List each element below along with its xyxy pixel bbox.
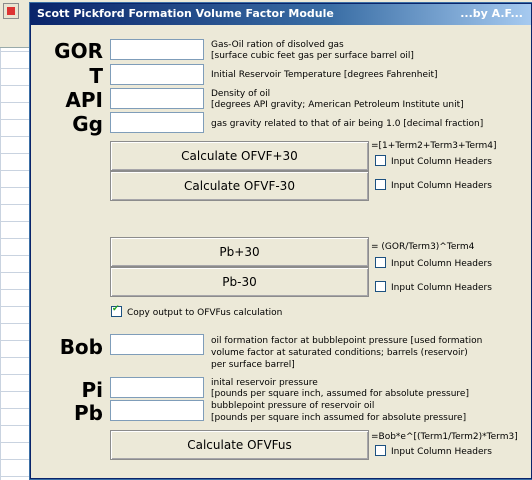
ofvfus-formula: =Bob*e^[(Term1/Term2)*Term3] xyxy=(371,432,518,442)
ofvf-minus30-headers-label: Input Column Headers xyxy=(391,181,492,191)
pb-plus30-headers-checkbox[interactable] xyxy=(375,257,386,268)
app-icon xyxy=(3,3,19,19)
ofvf-minus30-headers-checkbox-row[interactable] xyxy=(375,180,492,191)
gor-label: GOR xyxy=(54,39,103,63)
gg-label: Gg xyxy=(72,112,103,136)
bob-description-line2: volume factor at saturated conditions; barrels (reservoir) xyxy=(211,348,468,358)
dialog-content xyxy=(31,25,531,478)
ofvf-plus30-headers-checkbox-row[interactable] xyxy=(375,156,492,167)
pb-minus30-headers-label: Input Column Headers xyxy=(391,283,492,293)
pb-plus30-headers-label: Input Column Headers xyxy=(391,259,492,269)
api-description-line1: Density of oil xyxy=(211,89,271,99)
ofvf-plus30-headers-label: Input Column Headers xyxy=(391,157,492,167)
pb-description-line2: [pounds per square inch assumed for absolute pressure] xyxy=(211,413,467,423)
pi-description-line2: [pounds per square inch, assumed for absolute pressure] xyxy=(211,389,469,399)
pb-input[interactable] xyxy=(110,400,204,421)
gor-input[interactable] xyxy=(110,39,204,60)
pb-label: Pb xyxy=(74,401,103,425)
t-input[interactable] xyxy=(110,64,204,85)
pi-label: Pi xyxy=(81,378,103,402)
bob-description-line1: oil formation factor at bubblepoint pressure [used formation xyxy=(211,336,483,346)
ofvfus-headers-checkbox[interactable] xyxy=(375,445,386,456)
pb-formula: = (GOR/Term3)^Term4 xyxy=(371,242,475,252)
pb-minus30-button[interactable]: Pb-30 xyxy=(110,267,369,297)
ofvf-formula: =[1+Term2+Term3+Term4] xyxy=(371,141,497,151)
calculate-ofvfus-button[interactable]: Calculate OFVFus xyxy=(110,430,369,460)
pb-minus30-headers-checkbox-row[interactable] xyxy=(375,282,492,293)
t-description: Initial Reservoir Temperature [degrees Fahrenheit] xyxy=(211,70,438,80)
pb-minus30-headers-checkbox[interactable] xyxy=(375,281,386,292)
api-description-line2: [degrees API gravity; American Petroleum Institute unit] xyxy=(211,100,464,110)
pi-description-line1: inital reservoir pressure xyxy=(211,378,318,388)
calculate-ofvf-minus30-button[interactable]: Calculate OFVF-30 xyxy=(110,171,369,201)
gor-description-line2: [surface cubic feet gas per surface barrel oil] xyxy=(211,51,414,61)
pi-input[interactable] xyxy=(110,377,204,398)
dialog-author: ...by A.F... xyxy=(460,7,523,20)
gg-description: gas gravity related to that of air being 1.0 [decimal fraction] xyxy=(211,119,484,129)
gg-input[interactable] xyxy=(110,112,204,133)
bob-label: Bob xyxy=(59,335,103,359)
api-input[interactable] xyxy=(110,88,204,109)
pb-plus30-headers-checkbox-row[interactable] xyxy=(375,258,492,269)
ofvf-plus30-headers-checkbox[interactable] xyxy=(375,155,386,166)
copy-output-label: Copy output to OFVFus calculation xyxy=(127,308,283,318)
pb-plus30-button[interactable]: Pb+30 xyxy=(110,237,369,267)
pb-description-line1: bubblepoint pressure of reservoir oil xyxy=(211,401,375,411)
dialog-titlebar[interactable] xyxy=(31,4,531,25)
fvf-module-dialog xyxy=(30,3,532,479)
copy-output-checkbox-row[interactable] xyxy=(111,307,282,318)
ofvfus-headers-checkbox-row[interactable] xyxy=(375,446,492,457)
ofvf-minus30-headers-checkbox[interactable] xyxy=(375,179,386,190)
api-label: API xyxy=(65,88,103,112)
bob-description-line3: per surface barrel] xyxy=(211,360,295,370)
bob-input[interactable] xyxy=(110,334,204,355)
calculate-ofvf-plus30-button[interactable]: Calculate OFVF+30 xyxy=(110,141,369,171)
t-label: T xyxy=(89,64,103,88)
copy-output-checkbox[interactable] xyxy=(111,306,122,317)
ofvfus-headers-label: Input Column Headers xyxy=(391,447,492,457)
dialog-title: Scott Pickford Formation Volume Factor Module xyxy=(37,7,334,20)
gor-description-line1: Gas-Oil ration of disolved gas xyxy=(211,40,344,50)
